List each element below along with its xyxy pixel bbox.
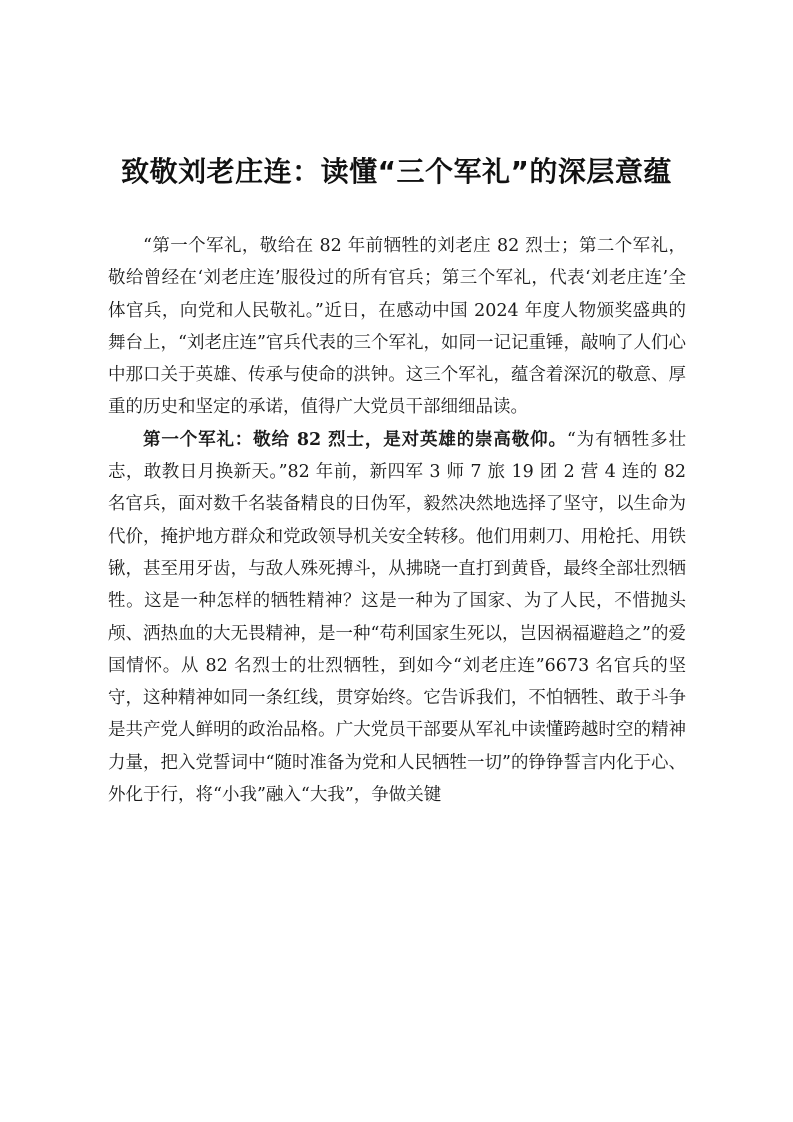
paragraph-intro: “第一个军礼，敬给在 82 年前牺牲的刘老庄 82 烈士；第二个军礼，敬给曾经在‘刘老庄连’服役过的所有官兵；第三个军礼，代表‘刘老庄连’全体官兵，向党和人民敬礼。”近日，在感动中国 2024 年度人物颁奖盛典的舞台上，“刘老庄连”官兵代表的三个军礼，如同一记记重锤，敲响了人们心中那口关于英雄、传承与使命的洪钟。这三个军礼，蕴含着深沉的敬意、厚重的历史和坚定的承诺，值得广大党员干部细细品读。 (108, 236, 686, 418)
document-title: 致敬刘老庄连：读懂“三个军礼”的深层意蕴 (121, 155, 672, 188)
paragraph-body-text: “为有牺牲多壮志，敢教日月换新天。”82 年前，新四军 3 师 7 旅 19 团 2 营 4 连的 82 名官兵，面对数千名装备精良的日伪军，毅然决然地选择了坚守，以生命为代价，掩护地方群众和党政领导机关安全转移。他们用刺刀、用枪托、用铁锹，甚至用牙齿，与敌人殊死搏斗，从拂晓一直打到黄昏，最终全部壮烈牺牲。这是一种怎样的牺牲精神？这是一种为了国家、为了人民，不惜抛头颅、洒热血的大无畏精神，是一种“苟利国家生死以，岂因祸福避趋之”的爱国情怀。从 82 名烈士的壮烈牺牲，到如今“刘老庄连”6673 名官兵的坚守，这种精神如同一条红线，贯穿始终。它告诉我们，不怕牺牲、敢于斗争是共产党人鲜明的政治品格。广大党员干部要从军礼中读懂跨越时空的精神力量，把入党誓词中“随时准备为党和人民牺牲一切”的铮铮誓言内化于心、外化于行，将“小我”融入“大我”，争做关键 (108, 429, 686, 806)
paragraph-lead-sentence: 第一个军礼：敬给 82 烈士，是对英雄的崇高敬仰。 (143, 429, 567, 450)
document-body (108, 230, 686, 811)
paragraph-first-salute (108, 424, 686, 812)
